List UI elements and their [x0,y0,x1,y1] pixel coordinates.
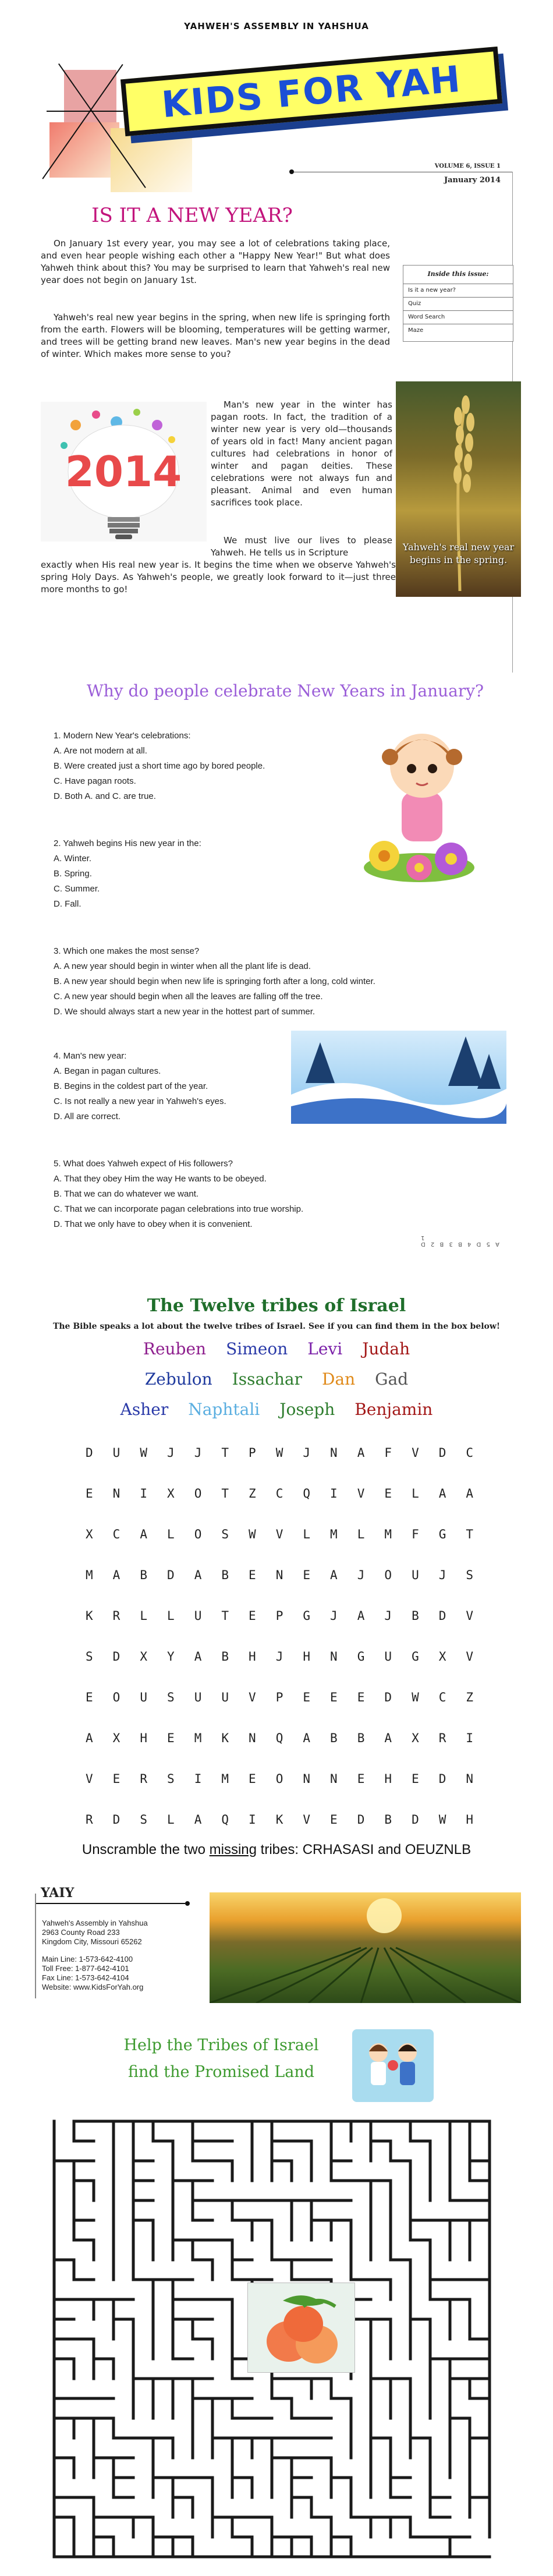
inside-title: Inside this issue: [427,270,489,278]
winter-scene-image [291,1031,506,1124]
word-search-letter[interactable]: D [438,1772,446,1786]
word-search-letter[interactable]: W [140,1446,147,1460]
word-search-letter[interactable]: G [438,1527,446,1541]
word-search-letter[interactable]: N [466,1772,474,1786]
word-search-letter[interactable]: Y [167,1650,175,1664]
word-search-letter[interactable]: T [466,1527,474,1541]
word-search-letter[interactable]: M [194,1731,202,1745]
word-search-letter[interactable]: E [357,1772,365,1786]
word-search-letter[interactable]: N [330,1446,338,1460]
quiz-option[interactable]: C. A new year should begin when all the leaves are falling off the tree. [54,992,323,1002]
word-search-letter[interactable]: V [275,1527,283,1541]
word-search-letter[interactable]: W [412,1690,419,1704]
word-search-letter[interactable]: N [112,1487,120,1501]
word-search-letter[interactable]: E [303,1568,311,1582]
word-search-row [76,1677,483,1718]
word-search-letter[interactable]: B [221,1650,229,1664]
word-search-letter[interactable]: A [330,1568,338,1582]
word-search-letter[interactable]: M [384,1527,392,1541]
address-line: Yahweh's Assembly in Yahshua [42,1919,148,1927]
word-search-letter[interactable]: P [249,1446,256,1460]
unscramble-suffix: tribes: CRHASASI and OEUZNLB [257,1842,472,1857]
word-search-letter[interactable]: W [249,1527,256,1541]
quiz-option[interactable]: B. Begins in the coldest part of the year. [54,1081,208,1091]
quiz-option[interactable]: C. Is not really a new year in Yahweh's eyes. [54,1096,226,1106]
maze-title [93,2032,349,2086]
quiz-option[interactable]: D. Fall. [54,899,81,909]
word-search-letter[interactable]: L [412,1487,419,1501]
word-search-letter[interactable]: D [438,1609,446,1623]
tribe-name: Issachar [232,1370,302,1389]
volume-issue: VOLUME 6, ISSUE 1 [434,163,501,169]
word-search-grid [76,1432,483,1840]
tribe-name: Dan [321,1370,356,1389]
word-search-letter[interactable]: O [384,1568,392,1582]
word-search-letter[interactable]: S [167,1772,175,1786]
word-search-letter[interactable]: X [140,1650,147,1664]
word-search-row [76,1473,483,1514]
word-search-letter[interactable]: A [86,1731,93,1745]
word-search-letter[interactable]: L [357,1527,365,1541]
word-search-letter[interactable]: D [384,1690,392,1704]
quiz-title: Why do people celebrate New Years in January? [86,681,484,700]
word-search-letter[interactable]: B [357,1731,365,1745]
word-search-letter[interactable]: H [140,1731,147,1745]
word-search-letter[interactable]: D [412,1813,419,1827]
word-search-letter[interactable]: A [384,1731,392,1745]
word-search-letter[interactable]: J [438,1568,446,1582]
word-search-letter[interactable]: N [330,1650,338,1664]
word-search-letter[interactable]: R [140,1772,147,1786]
word-search-letter[interactable]: N [303,1772,311,1786]
wheat-caption-line: begins in the spring. [409,554,508,565]
quiz-option[interactable]: A. That they obey Him the way He wants to be obeyed. [54,1174,267,1184]
word-search-letter[interactable]: A [357,1609,365,1623]
article-paragraph: Yahweh's real new year begins in the spring, when new life is springing forth from the earth. Flowers will be blooming, temperatures will be getting warmer, and trees will be getting brand new leaves. Man's new year begins in the dead of winter. Which makes more sense to you? [41,312,390,359]
tribes-subtitle: The Bible speaks a lot about the twelve tribes of Israel. See if you can find them in the box below! [52,1322,501,1331]
quiz-option[interactable]: B. A new year should begin when new life is springing forth after a long, cold winter. [54,976,375,986]
tribe-name: Judah [362,1339,410,1358]
word-search-letter[interactable]: U [112,1446,120,1460]
word-search-letter[interactable]: T [221,1446,229,1460]
quiz-answers-upside-down: A 5 D 4 B 3 B 2 D 1 [419,1234,499,1247]
word-search-letter[interactable]: S [86,1650,93,1664]
word-search-letter[interactable]: E [249,1568,256,1582]
word-search-letter[interactable]: U [140,1690,147,1704]
word-search-letter[interactable]: Q [275,1731,283,1745]
word-search-letter[interactable]: O [112,1690,120,1704]
word-search-letter[interactable]: H [249,1650,256,1664]
word-search-letter[interactable]: Q [221,1813,229,1827]
word-search-letter[interactable]: L [140,1609,147,1623]
tribe-row [0,1400,553,1419]
word-search-letter[interactable]: L [303,1527,311,1541]
word-search-letter[interactable]: C [466,1446,474,1460]
word-search-letter[interactable]: D [112,1650,120,1664]
word-search-letter[interactable]: R [438,1731,446,1745]
word-search-letter[interactable]: P [275,1609,283,1623]
word-search-letter[interactable]: E [330,1690,338,1704]
word-search-letter[interactable]: A [438,1487,446,1501]
word-search-letter[interactable]: I [140,1487,147,1501]
contact-line: Fax Line: 1-573-642-4104 [42,1973,129,1982]
word-search-letter[interactable]: I [249,1813,256,1827]
decor-square [49,122,119,178]
address-line: 2963 County Road 233 [42,1928,120,1937]
word-search-row [76,1799,483,1840]
decor-square [64,70,116,122]
word-search-letter[interactable]: A [194,1650,202,1664]
quiz-option[interactable]: A. A new year should begin in winter when all the plant life is dead. [54,961,311,971]
word-search-letter[interactable]: D [112,1813,120,1827]
quiz-option[interactable]: A. Are not modern at all. [54,746,147,756]
word-search-letter[interactable]: M [330,1527,338,1541]
article-paragraph: We must live our lives to please Yahweh. He tells us in Scripture [211,535,392,558]
word-search-letter[interactable]: J [330,1609,338,1623]
word-search-letter[interactable]: D [438,1446,446,1460]
word-search-letter[interactable]: M [86,1568,93,1582]
word-search-letter[interactable]: J [303,1446,311,1460]
word-search-letter[interactable]: Z [249,1487,256,1501]
word-search-letter[interactable]: E [112,1772,120,1786]
word-search-letter[interactable]: J [357,1568,365,1582]
article-paragraph: On January 1st every year, you may see a lot of celebrations taking place, and even hear people wishing each other a "Happy New Year!" But what does Yahweh think about this? You may be surprised to learn that Yahweh's real new year does not begin on January 1st. [41,238,390,285]
word-search-letter[interactable]: A [357,1446,365,1460]
inside-item: Maze [403,324,513,337]
word-search-letter[interactable]: J [275,1650,283,1664]
word-search-letter[interactable]: H [303,1650,311,1664]
word-search-letter[interactable]: N [249,1731,256,1745]
word-search-letter[interactable]: E [86,1487,93,1501]
word-search-letter[interactable]: S [221,1527,229,1541]
address-line: Kingdom City, Missouri 65262 [42,1937,142,1946]
article-paragraph: Man's new year in the winter has pagan roots. In fact, the tradition of a winter new year is very old—thousands of years old in fact! Many ancient pagan cultures had celebrations in honor of winter and pagan deities. These celebrations were not always fun and pleasant. Animal and even human sacrifices took place. [211,399,392,508]
quiz-option[interactable]: D. All are correct. [54,1112,121,1121]
word-search-letter[interactable]: V [249,1690,256,1704]
girl-with-flowers-image [349,710,489,885]
word-search-letter[interactable]: O [194,1527,202,1541]
word-search-letter[interactable]: B [140,1568,147,1582]
word-search-letter[interactable]: E [167,1731,175,1745]
quiz-question: 3. Which one makes the most sense? [54,946,200,956]
divider [35,1903,185,1904]
inside-item: Is it a new year? [403,284,513,297]
word-search-letter[interactable]: U [194,1690,202,1704]
word-search-letter[interactable]: V [303,1813,311,1827]
word-search-letter[interactable]: P [275,1690,283,1704]
tribe-name: Asher [120,1400,169,1419]
word-search-letter[interactable]: W [438,1813,446,1827]
kids-sharing-icon [352,2029,434,2102]
inside-item: Quiz [403,297,513,310]
quiz-option[interactable]: D. Both A. and C. are true. [54,791,156,801]
lightbulb-2014-image [41,402,207,542]
unscramble-emphasis: missing [209,1842,257,1857]
unscramble-prefix: Unscramble the two [81,1842,210,1857]
tribe-name: Zebulon [144,1370,212,1389]
word-search-letter[interactable]: X [438,1650,446,1664]
word-search-letter[interactable]: X [112,1731,120,1745]
word-search-letter[interactable]: H [466,1813,474,1827]
quiz-question: 4. Man's new year: [54,1051,127,1061]
word-search-letter[interactable]: M [221,1772,229,1786]
maze-title-line: find the Promised Land [127,2063,315,2081]
word-search-row [76,1595,483,1636]
word-search-row [76,1758,483,1799]
inside-this-issue-box [403,265,513,342]
newsletter-title: KIDS FOR YAH [159,57,463,126]
word-search-letter[interactable]: K [275,1813,283,1827]
tribe-name: Levi [307,1339,343,1358]
word-search-letter[interactable]: O [194,1487,202,1501]
contact-line: Main Line: 1-573-642-4100 [42,1955,133,1963]
word-search-letter[interactable]: D [86,1446,93,1460]
word-search-letter[interactable]: H [384,1772,392,1786]
divider [35,1894,36,1998]
divider-dot [289,169,294,174]
word-search-letter[interactable]: O [275,1772,283,1786]
word-search-letter[interactable]: G [357,1650,365,1664]
word-search-letter[interactable]: E [357,1690,365,1704]
quiz-option[interactable]: C. That we can incorporate pagan celebrations into true worship. [54,1204,304,1214]
word-search-letter[interactable]: A [194,1568,202,1582]
word-search-letter[interactable]: E [249,1772,256,1786]
issue-date: January 2014 [444,176,501,185]
word-search-letter[interactable]: E [330,1813,338,1827]
word-search-letter[interactable]: E [249,1609,256,1623]
word-search-letter[interactable]: T [221,1609,229,1623]
word-search-letter[interactable]: K [221,1731,229,1745]
tribe-name: Naphtali [188,1400,260,1419]
tribe-row [0,1339,553,1358]
quiz-option[interactable]: C. Have pagan roots. [54,776,136,786]
bulb-year-text: 2014 [65,447,182,496]
quiz-question: 2. Yahweh begins His new year in the: [54,838,201,848]
word-search-letter[interactable]: T [221,1487,229,1501]
quiz-question: 1. Modern New Year's celebrations: [54,731,191,741]
word-search-letter[interactable]: A [112,1568,120,1582]
word-search-letter[interactable]: L [167,1813,175,1827]
word-search-letter[interactable]: N [330,1772,338,1786]
word-search-letter[interactable]: A [140,1527,147,1541]
quiz-option[interactable]: C. Summer. [54,884,100,894]
word-search-letter[interactable]: G [412,1650,419,1664]
tribe-name: Gad [375,1370,409,1389]
word-search-letter[interactable]: V [466,1650,474,1664]
word-search-row [76,1432,483,1473]
wheat-caption-line: Yahweh's real new year [402,542,515,553]
word-search-row [76,1636,483,1677]
word-search-letter[interactable]: U [384,1650,392,1664]
word-search-letter[interactable]: V [357,1487,365,1501]
tribes-title: The Twelve tribes of Israel [147,1296,406,1316]
quiz-option[interactable]: B. Were created just a short time ago by bored people. [54,761,265,771]
quiz-option[interactable]: B. That we can do whatever we want. [54,1189,199,1199]
word-search-letter[interactable]: G [303,1609,311,1623]
word-search-letter[interactable]: B [384,1813,392,1827]
word-search-letter[interactable]: L [167,1527,175,1541]
word-search-letter[interactable]: E [412,1772,419,1786]
quiz-option[interactable]: D. That we only have to obey when it is convenient. [54,1219,253,1229]
word-search-letter[interactable]: C [275,1487,283,1501]
word-search-letter[interactable]: W [275,1446,283,1460]
word-search-letter[interactable]: Z [466,1690,474,1704]
word-search-letter[interactable]: X [86,1527,93,1541]
word-search-letter[interactable]: J [167,1446,175,1460]
quiz-option[interactable]: B. Spring. [54,869,92,879]
word-search-letter[interactable]: U [221,1690,229,1704]
word-search-letter[interactable]: E [384,1487,392,1501]
word-search-letter[interactable]: L [167,1609,175,1623]
divider-dot [185,1901,190,1906]
word-search-letter[interactable]: B [330,1731,338,1745]
word-search-letter[interactable]: A [194,1813,202,1827]
word-search-letter[interactable]: A [303,1731,311,1745]
tribe-row [0,1370,553,1389]
word-search-letter[interactable]: Q [303,1487,311,1501]
word-search-letter[interactable]: V [86,1772,93,1786]
word-search-letter[interactable]: X [412,1731,419,1745]
publisher-header: YAHWEH'S ASSEMBLY IN YAHSHUA [184,21,369,31]
word-search-letter[interactable]: R [86,1813,93,1827]
word-search-letter[interactable]: I [466,1731,474,1745]
peach-promised-land-image [247,2283,355,2373]
word-search-letter[interactable]: R [112,1609,120,1623]
quiz-option[interactable]: A. Winter. [54,854,92,864]
word-search-letter[interactable]: E [86,1690,93,1704]
word-search-letter[interactable]: U [194,1609,202,1623]
word-search-letter[interactable]: J [194,1446,202,1460]
word-search-letter[interactable]: N [275,1568,283,1582]
word-search-letter[interactable]: E [303,1690,311,1704]
wheat-photo [396,381,521,597]
quiz-question: 5. What does Yahweh expect of His followers? [54,1159,233,1169]
inside-item: Word Search [403,310,513,324]
word-search-letter[interactable]: U [412,1568,419,1582]
word-search-letter[interactable]: V [466,1609,474,1623]
word-search-row [76,1718,483,1758]
word-search-letter[interactable]: F [412,1527,419,1541]
tribe-name: Reuben [143,1339,207,1358]
word-search-letter[interactable]: B [412,1609,419,1623]
word-search-letter[interactable]: X [167,1487,175,1501]
unscramble-instruction [0,1842,553,1858]
word-search-letter[interactable]: A [466,1487,474,1501]
maze-title-line: Help the Tribes of Israel [123,2036,319,2054]
word-search-letter[interactable]: D [357,1813,365,1827]
word-search-letter[interactable]: I [194,1772,202,1786]
address-block [42,1919,205,1992]
contact-line: Toll Free: 1-877-642-4101 [42,1964,129,1973]
quiz-option[interactable]: A. Began in pagan cultures. [54,1066,161,1076]
quiz-option[interactable]: D. We should always start a new year in the hottest part of summer. [54,1007,316,1017]
yaiy-logo: YAIY [41,1885,75,1901]
word-search-letter[interactable]: C [438,1690,446,1704]
word-search-letter[interactable]: I [330,1487,338,1501]
vineyard-photo [210,1892,521,2003]
word-search-letter[interactable]: S [140,1813,147,1827]
website-link[interactable]: Website: www.KidsForYah.org [42,1983,144,1991]
article-paragraph: exactly when His real new year is. It begins the time when we observe Yahweh's spring Holy Days. As Yahweh's people, we greatly look forward to it—just three more months to go! [41,560,396,595]
word-search-row [76,1555,483,1595]
word-search-row [76,1514,483,1555]
tribe-name: Joseph [279,1400,335,1419]
article-title: IS IT A NEW YEAR? [91,204,293,227]
tribe-name: Benjamin [355,1400,433,1419]
word-search-letter[interactable]: F [384,1446,392,1460]
word-search-letter[interactable]: C [112,1527,120,1541]
word-search-letter[interactable]: D [167,1568,175,1582]
tribe-name: Simeon [226,1339,288,1358]
word-search-letter[interactable]: J [384,1609,392,1623]
word-search-letter[interactable]: V [412,1446,419,1460]
word-search-letter[interactable]: S [167,1690,175,1704]
word-search-letter[interactable]: S [466,1568,474,1582]
word-search-letter[interactable]: B [221,1568,229,1582]
word-search-letter[interactable]: K [86,1609,93,1623]
